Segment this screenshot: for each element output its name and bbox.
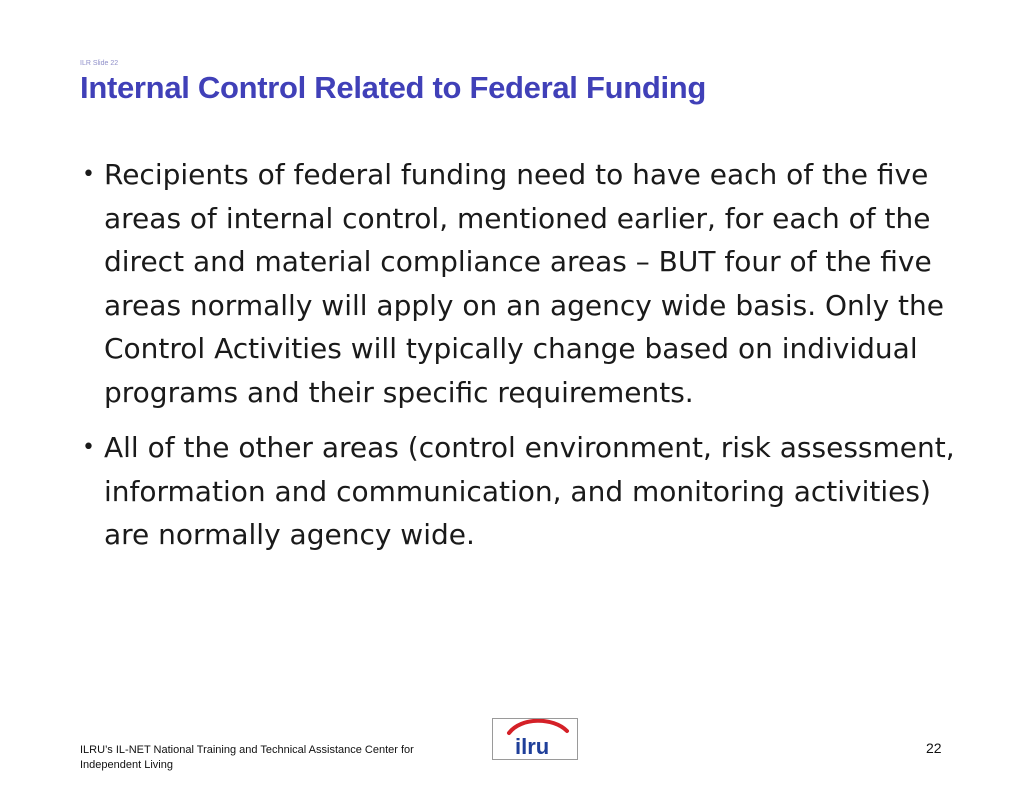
bullet-item xyxy=(80,426,960,557)
slide-number-marker: ILR Slide 22 xyxy=(80,60,119,67)
bullet-list xyxy=(80,153,960,569)
bullet-icon: • xyxy=(82,435,95,460)
ilru-logo-icon xyxy=(493,719,577,759)
ilru-logo xyxy=(492,718,578,760)
bullet-text: Recipients of federal funding need to have each of the five areas of internal control, mentioned earlier, for each of the direct and material compliance areas – BUT four of the five areas normally will apply on an agency wide basis. Only the Control Activities will typically change based on individual programs and their specific requirements. xyxy=(104,158,944,409)
bullet-icon: • xyxy=(82,162,95,187)
page-number: 22 xyxy=(926,740,942,756)
slide-title: Internal Control Related to Federal Funding xyxy=(80,70,707,105)
bullet-item xyxy=(80,153,960,414)
footer-organization: ILRU’s IL-NET National Training and Technical Assistance Center for Independent Living xyxy=(80,744,414,771)
bullet-text: All of the other areas (control environment, risk assessment, information and communication, and monitoring activities) are normally agency wide. xyxy=(104,431,955,551)
logo-wordmark: ilru xyxy=(515,734,550,759)
